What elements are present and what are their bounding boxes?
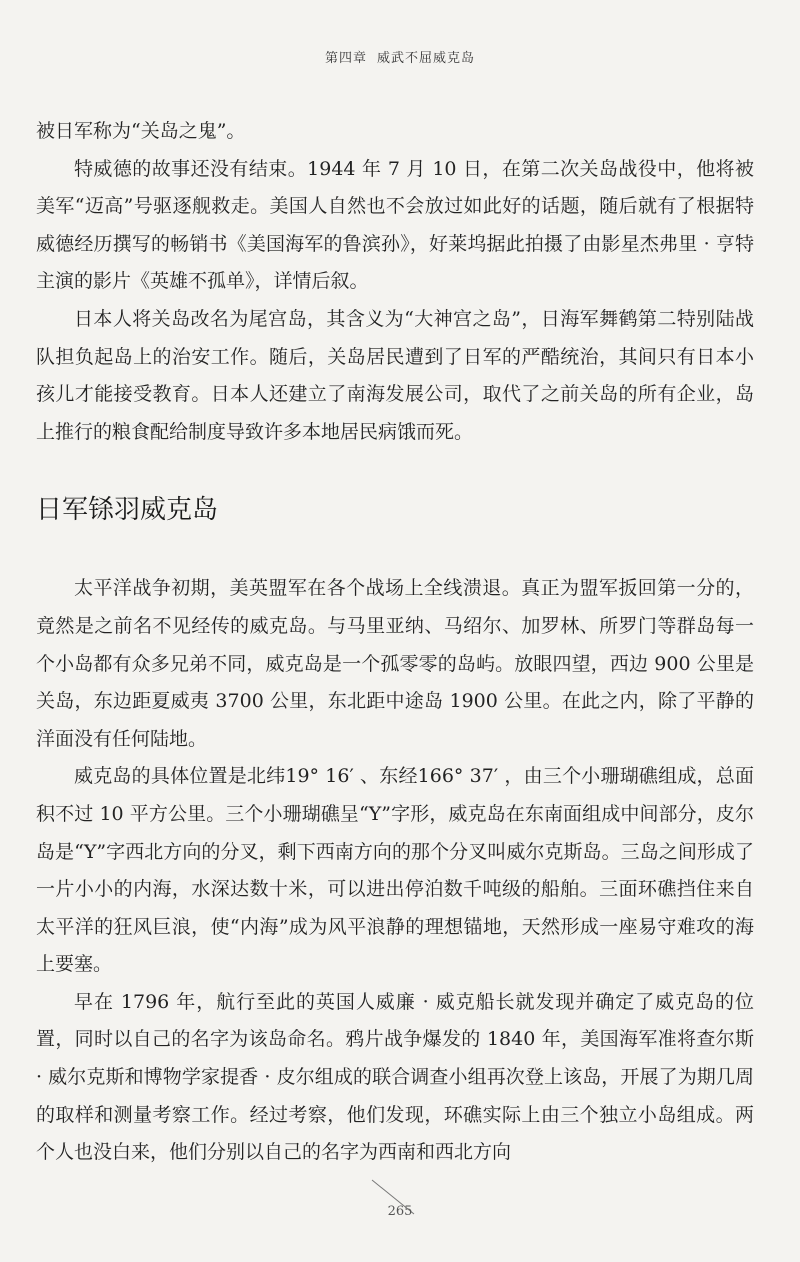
- paragraph: 早在 1796 年，航行至此的英国人威廉 · 威克船长就发现并确定了威克岛的位置，同时以自己的名字为该岛命名。鸦片战争爆发的 1840 年，美国海军准将查尔斯 · 威尔克斯和博物学家提香 · 皮尔组成的联合调查小组再次登上该岛，开展了为期几周的取样和测量考察工作。经过考察，他们发现，环礁实际上由三个独立小岛组成。两个人也没白来，他们分别以自己的名字为西南和西北方向: [36, 990, 754, 1164]
- chapter-title: 威武不屈威克岛: [377, 51, 476, 66]
- section-heading: 日军铩羽威克岛: [36, 495, 219, 526]
- chapter-number: 第四章: [324, 51, 367, 66]
- paragraph: 日本人将关岛改名为尾宫岛，其含义为“大神宫之岛”，日海军舞鹤第二特别陆战队担负起岛上的治安工作。随后，关岛居民遭到了日军的严酷统治，其间只有日本小孩儿才能接受教育。日本人还建立了南海发展公司，取代了之前关岛的所有企业，岛上推行的粮食配给制度导致许多本地居民病饿而死。: [36, 307, 754, 443]
- paragraph: 特威德的故事还没有结束。1944 年 7 月 10 日，在第二次关岛战役中，他将被美军“迈高”号驱逐舰救走。美国人自然也不会放过如此好的话题，随后就有了根据特威德经历撰写的畅销书《美国海军的鲁滨孙》，好莱坞据此拍摄了由影星杰弗里 · 亨特主演的影片《英雄不孤单》，详情后叙。: [36, 157, 754, 293]
- running-header: [0, 47, 800, 66]
- paragraph: 威克岛的具体位置是北纬19° 16′ 、东经166° 37′ ，由三个小珊瑚礁组成，总面积不过 10 平方公里。三个小珊瑚礁呈“Y”字形，威克岛在东南面组成中间部分，皮尔岛是“Y”字西北方向的分叉，剩下西南方向的那个分叉叫威尔克斯岛。三岛之间形成了一片小小的内海，水深达数十米，可以进出停泊数千吨级的船舶。三面环礁挡住来自太平洋的狂风巨浪，使“内海”成为风平浪静的理想锚地，天然形成一座易守难攻的海上要塞。: [36, 765, 754, 976]
- page-body: [36, 113, 754, 1172]
- paragraph: 被日军称为“关岛之鬼”。: [36, 120, 246, 142]
- paragraph: 太平洋战争初期，美英盟军在各个战场上全线溃退。真正为盟军扳回第一分的，竟然是之前名不见经传的威克岛。与马里亚纳、马绍尔、加罗林、所罗门等群岛每一个小岛都有众多兄弟不同，威克岛是一个孤零零的岛屿。放眼四望，西边 900 公里是关岛，东边距夏威夷 3700 公里，东北距中途岛 1900 公里。在此之内，除了平静的洋面没有任何陆地。: [36, 577, 754, 750]
- page-number: 265: [387, 1204, 413, 1219]
